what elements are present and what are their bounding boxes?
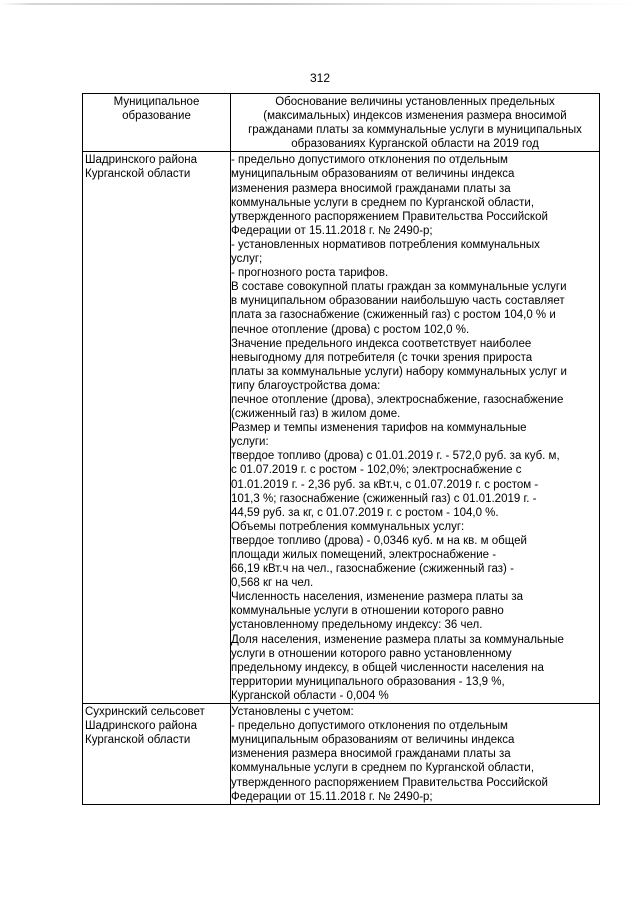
- justification-line: муниципальным образованиям от величины индекса: [231, 168, 515, 181]
- justification-line: изменения размера вносимой гражданами платы за: [231, 182, 511, 195]
- header-line: образование: [122, 110, 191, 123]
- justification-line: коммунальные услуги в среднем по Курганской области,: [231, 762, 535, 775]
- justification-cell: [231, 152, 600, 704]
- justification-line: - предельно допустимого отклонения по отдельным: [231, 154, 508, 167]
- justification-line: 01.01.2019 г. - 2,36 руб. за кВт.ч, с 01.07.2019 г. с ростом -: [231, 478, 539, 491]
- scan-edge-artifact: [0, 3, 640, 5]
- justification-line: твердое топливо (дрова) с 01.01.2019 г. - 572,0 руб. за куб. м,: [231, 450, 560, 463]
- justification-line: 66,19 кВт.ч на чел., газоснабжение (сжиженный газ) -: [231, 563, 514, 576]
- justification-line: - предельно допустимого отклонения по отдельным: [231, 720, 508, 733]
- justification-line: печное отопление (дрова), электроснабжение, газоснабжение: [231, 393, 564, 406]
- justification-line: услуги в отношении которого равно установленному: [231, 647, 512, 660]
- header-line: Обоснование величины установленных предельных: [275, 96, 555, 108]
- justification-line: 101,3 %; газоснабжение (сжиженный газ) с 01.01.2019 г. -: [231, 492, 537, 505]
- page-number: 312: [309, 71, 331, 85]
- justification-line: утвержденного распоряжением Правительства Российской: [231, 776, 548, 789]
- justification-line: Установлены с учетом:: [231, 706, 354, 719]
- justification-line: территории муниципального образования - 13,9 %,: [231, 675, 505, 688]
- justification-line: печное отопление (дрова) с ростом 102,0 %.: [231, 323, 470, 336]
- justification-line: Курганской области - 0,004 %: [231, 689, 389, 702]
- justification-line: Доля населения, изменение размера платы за коммунальные: [231, 633, 564, 646]
- municipality-line: Сухринский сельсовет: [85, 706, 205, 719]
- justification-line: Объемы потребления коммунальных услуг:: [231, 520, 465, 533]
- justification-line: Численность населения, изменение размера платы за: [231, 591, 524, 604]
- justification-line: 0,568 кг на чел.: [231, 577, 314, 590]
- municipality-line: Курганской области: [85, 734, 191, 747]
- municipality-cell: [83, 152, 231, 704]
- justification-line: (сжиженный газ) в жилом доме.: [231, 408, 401, 421]
- table-row: [83, 152, 600, 704]
- justification-line: услуг;: [231, 253, 263, 266]
- justification-line: услуги:: [231, 436, 269, 449]
- justification-line: Размер и темпы изменения тарифов на коммунальные: [231, 422, 527, 435]
- justification-line: В составе совокупной платы граждан за коммунальные услуги: [231, 281, 567, 294]
- justification-line: типу благоустройства дома:: [231, 379, 381, 392]
- municipality-line: Шадринского района: [85, 720, 198, 733]
- justification-line: Федерации от 15.11.2018 г. № 2490-р;: [231, 790, 433, 803]
- municipality-line: Курганской области: [85, 168, 191, 181]
- justification-line: Значение предельного индекса соответствует наиболее: [231, 337, 532, 350]
- justification-line: платы за коммунальные услуги) набору коммунальных услуг и: [231, 365, 567, 378]
- justification-line: плата за газоснабжение (сжиженный газ) с ростом 104,0 % и: [231, 309, 556, 322]
- table-header-row: [83, 94, 600, 152]
- table-row: [83, 704, 600, 805]
- justification-line: установленному предельному индексу: 36 чел.: [231, 619, 483, 632]
- header-line: (максимальных) индексов изменения размера вносимой: [263, 110, 567, 123]
- justification-line: - прогнозного роста тарифов.: [231, 267, 389, 280]
- justification-line: утвержденного распоряжением Правительства Российской: [231, 210, 548, 223]
- municipality-cell: [83, 704, 231, 805]
- municipality-line: Шадринского района: [85, 154, 198, 167]
- justification-line: площади жилых помещений, электроснабжение -: [231, 549, 497, 561]
- header-line: Муниципальное: [113, 96, 200, 108]
- justification-cell: [231, 704, 600, 805]
- justification-line: коммунальные услуги в среднем по Курганской области,: [231, 196, 535, 209]
- justification-line: - установленных нормативов потребления коммунальных: [231, 238, 540, 251]
- header-justification: [231, 94, 600, 152]
- header-municipality: [83, 94, 231, 152]
- tariff-index-table: [82, 93, 600, 805]
- justification-line: с 01.07.2019 г. с ростом - 102,0%; электроснабжение с: [231, 464, 522, 477]
- justification-line: предельному индексу, в общей численности населения на: [231, 661, 544, 674]
- justification-line: в муниципальном образовании наибольшую часть составляет: [231, 295, 565, 308]
- header-line: образованиях Курганской области на 2019 год: [291, 138, 539, 151]
- justification-line: твердое топливо (дрова) - 0,0346 куб. м на кв. м общей: [231, 534, 527, 547]
- justification-line: 44,59 руб. за кг, с 01.07.2019 г. с ростом - 104,0 %.: [231, 506, 499, 519]
- justification-line: Федерации от 15.11.2018 г. № 2490-р;: [231, 224, 433, 237]
- justification-line: коммунальные услуги в отношении которого равно: [231, 605, 504, 618]
- justification-line: невыгодному для потребителя (с точки зрения прироста: [231, 351, 533, 364]
- justification-line: муниципальным образованиям от величины индекса: [231, 734, 515, 747]
- justification-line: изменения размера вносимой гражданами платы за: [231, 748, 511, 761]
- header-line: гражданами платы за коммунальные услуги в муниципальных: [248, 124, 582, 137]
